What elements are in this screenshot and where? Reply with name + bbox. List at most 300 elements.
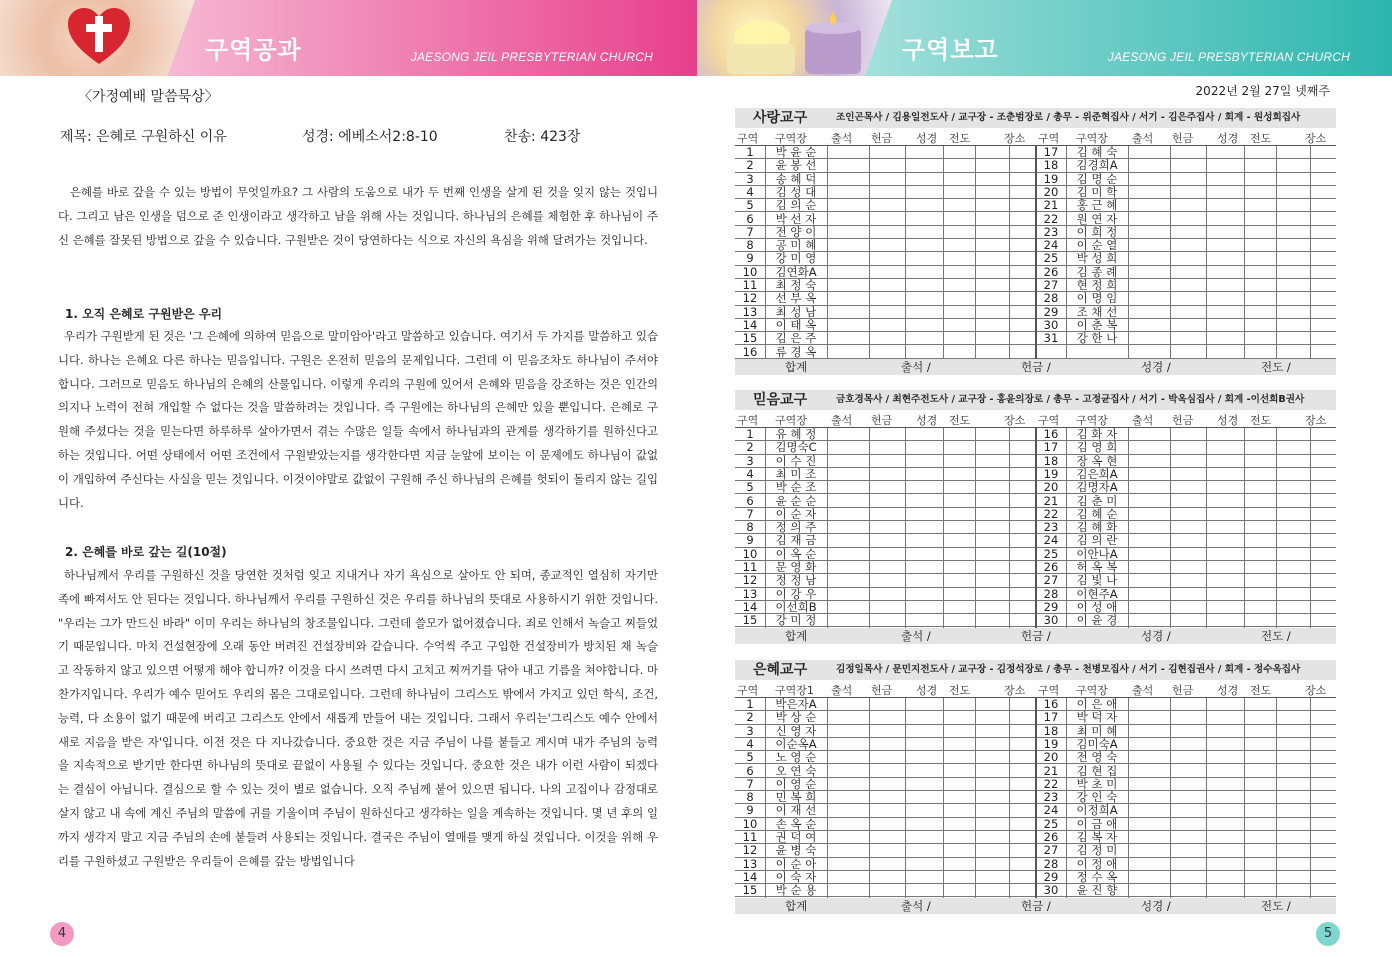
grid-line (1066, 428, 1067, 628)
leader-name: 박 순 용 (775, 883, 817, 898)
leader-name: 박 선 자 (775, 211, 817, 226)
total-evangelism: 전도 / (1261, 359, 1291, 374)
district-number: 30 (1043, 613, 1059, 628)
leader-name: 정 수 옥 (1076, 869, 1118, 884)
grid-line (765, 698, 766, 898)
leader-name: 박 초 미 (1076, 776, 1118, 791)
district-number: 2 (746, 158, 754, 173)
district-number: 1 (746, 427, 754, 441)
district-number: 4 (746, 466, 754, 481)
district-number: 23 (1043, 790, 1059, 805)
leader-name: 정 정 남 (775, 573, 817, 588)
column-header: 구역장 (1076, 132, 1108, 145)
leader-name: 박 윤 순 (775, 145, 817, 159)
district-number: 14 (742, 869, 758, 884)
district-number: 13 (742, 856, 758, 871)
district-number: 1 (746, 697, 754, 711)
totals-row (735, 898, 1336, 914)
district-number: 9 (746, 803, 754, 818)
column-header: 장소 (1305, 132, 1327, 145)
totals-row (735, 359, 1336, 375)
leader-name: 홍 근 혜 (1076, 198, 1118, 213)
column-header: 출석 (831, 414, 853, 427)
grid-line (1276, 428, 1277, 628)
column-header: 성경 (1217, 132, 1239, 145)
column-header: 장소 (1004, 414, 1026, 427)
leader-name: 현 정 희 (1076, 278, 1118, 292)
district-number: 28 (1043, 856, 1059, 871)
district-number: 28 (1043, 586, 1059, 601)
district-number: 7 (746, 224, 754, 239)
district-number: 2 (746, 710, 754, 725)
total-attendance: 출석 / (901, 898, 931, 913)
column-header: 출석 (831, 684, 853, 697)
leader-name: 박 덕 자 (1076, 710, 1118, 725)
grid-line (1009, 146, 1010, 359)
leader-name: 김경희A (1076, 158, 1118, 173)
grid-line (1206, 146, 1207, 359)
left-header (0, 0, 697, 76)
district-number: 20 (1043, 480, 1059, 495)
leader-name: 이순옥A (775, 736, 817, 751)
district-number: 5 (746, 480, 754, 495)
leader-name: 이 옥 순 (775, 546, 817, 561)
leader-name: 김 화 자 (1076, 427, 1118, 441)
leader-name: 강 미 영 (775, 251, 817, 266)
leader-name: 강 인 숙 (1076, 790, 1118, 805)
district-number: 17 (1043, 710, 1059, 725)
grid-line (943, 146, 944, 359)
column-header: 전도 (1250, 132, 1272, 145)
total-offering: 헌금 / (1021, 628, 1051, 643)
district-number: 19 (1043, 171, 1059, 186)
district-number: 22 (1043, 211, 1059, 226)
leader-name: 신 영 자 (775, 723, 817, 738)
column-header: 성경 (916, 684, 938, 697)
grid-line (1206, 698, 1207, 898)
grid-line (1206, 428, 1207, 628)
leader-name: 이 영 순 (775, 776, 817, 791)
grid-line (1066, 698, 1067, 898)
district-number: 8 (746, 238, 754, 253)
grid-line (827, 698, 828, 898)
page-number-left: 4 (50, 922, 74, 946)
column-header: 구역장 (1076, 414, 1108, 427)
district-number: 26 (1043, 830, 1059, 844)
leader-name: 문 영 화 (775, 560, 817, 574)
column-header: 출석 (1132, 132, 1154, 145)
district-number: 27 (1043, 573, 1059, 588)
column-header: 성경 (916, 132, 938, 145)
district-number: 6 (746, 763, 754, 778)
grid-line (827, 428, 828, 628)
leader-name: 이 정 애 (1076, 856, 1118, 871)
district-number: 28 (1043, 291, 1059, 306)
district-number: 4 (746, 184, 754, 199)
district-number: 14 (742, 599, 758, 614)
column-header: 성경 (916, 414, 938, 427)
leader-name: 손 옥 순 (775, 816, 817, 831)
district-number: 20 (1043, 184, 1059, 199)
leader-name: 최 성 남 (775, 304, 817, 319)
district-number: 25 (1043, 546, 1059, 561)
total-evangelism: 전도 / (1261, 898, 1291, 913)
grid-line (1009, 428, 1010, 628)
district-number: 3 (746, 723, 754, 738)
leader-name: 김 성 대 (775, 184, 817, 199)
district-staff: 조인곤목사 / 김용일전도사 / 교구장 - 조춘범장로 / 총무 - 위준혁집사 / 서기 - 김은주집사 / 회계 - 원성희집사 (836, 112, 1301, 123)
district-1 (735, 108, 1336, 376)
leader-name: 박 순 조 (775, 480, 817, 495)
district-number: 10 (742, 816, 758, 831)
total-bible: 성경 / (1141, 628, 1171, 643)
column-header: 구역장1 (775, 684, 814, 697)
candles-photo (697, 0, 892, 76)
district-number: 21 (1043, 763, 1059, 778)
grid-line (1128, 698, 1129, 898)
leader-name: 정 의 주 (775, 520, 817, 535)
column-header: 헌금 (871, 414, 893, 427)
district-number: 19 (1043, 736, 1059, 751)
district-number: 15 (742, 613, 758, 628)
district-number: 25 (1043, 251, 1059, 266)
grid-line (943, 428, 944, 628)
column-header: 구역 (737, 684, 759, 697)
report-date: 2022년 2월 27일 넷째주 (1195, 84, 1330, 98)
leader-name: 김 춘 미 (1076, 493, 1118, 508)
total-attendance: 출석 / (901, 359, 931, 374)
leader-name: 이 성 애 (1076, 599, 1118, 614)
column-header: 전도 (949, 414, 971, 427)
column-header: 출석 (1132, 414, 1154, 427)
district-number: 3 (746, 453, 754, 468)
grid-line (827, 146, 828, 359)
leader-name: 이 금 애 (1076, 816, 1118, 831)
leader-name: 전 양 이 (775, 224, 817, 239)
totals-row (735, 628, 1336, 644)
district-table (735, 427, 1336, 627)
leader-name: 이 춘 복 (1076, 317, 1118, 332)
grid-line (869, 698, 870, 898)
left-header-title: 구역공과 (205, 36, 302, 64)
district-number: 26 (1043, 264, 1059, 279)
lesson-title: 제목: 은혜로 구원하신 이유 (60, 129, 227, 145)
leader-name: 이 윤 경 (1076, 613, 1118, 628)
district-number: 4 (746, 736, 754, 751)
total-evangelism: 전도 / (1261, 628, 1291, 643)
district-table (735, 145, 1336, 358)
leader-name: 이 강 우 (775, 586, 817, 601)
total-attendance: 출석 / (901, 628, 931, 643)
leader-name: 박 상 순 (775, 710, 817, 725)
column-header: 장소 (1004, 684, 1026, 697)
grid-line (869, 428, 870, 628)
leader-name: 조 채 선 (1076, 304, 1118, 319)
total-bible: 성경 / (1141, 898, 1171, 913)
district-number: 19 (1043, 466, 1059, 481)
leader-name: 김 혜 순 (1076, 506, 1118, 521)
leader-name: 윤 병 숙 (775, 843, 817, 858)
district-number: 18 (1043, 723, 1059, 738)
district-number: 5 (746, 198, 754, 213)
column-header: 장소 (1305, 414, 1327, 427)
district-number: 2 (746, 440, 754, 455)
heart-cross-icon (66, 6, 132, 68)
column-header: 구역장 (1076, 684, 1108, 697)
grid-line (1170, 698, 1171, 898)
leader-name: 권 덕 여 (775, 830, 817, 844)
leader-name: 원 연 자 (1076, 211, 1118, 226)
leader-name: 이 숙 자 (775, 869, 817, 884)
grid-line (1170, 428, 1171, 628)
leader-name: 김명숙C (775, 440, 817, 455)
total-label: 합계 (785, 898, 808, 913)
district-number: 27 (1043, 843, 1059, 858)
district-number: 8 (746, 790, 754, 805)
district-number: 24 (1043, 238, 1059, 253)
district-header (735, 390, 1336, 410)
column-header: 헌금 (871, 684, 893, 697)
district-2 (735, 390, 1336, 645)
district-number: 11 (742, 560, 758, 574)
district-number: 8 (746, 520, 754, 535)
right-header-church: JAESONG JEIL PRESBYTERIAN CHURCH (1107, 50, 1350, 64)
grid-line (1244, 146, 1245, 359)
leader-name: 민 복 희 (775, 790, 817, 805)
district-number: 7 (746, 506, 754, 521)
leader-name: 노 영 순 (775, 750, 817, 765)
leader-name: 김 의 란 (1076, 533, 1118, 548)
district-name: 믿음교구 (753, 392, 808, 408)
district-number: 15 (742, 883, 758, 898)
leader-name: 김연화A (775, 264, 817, 279)
column-header: 구역장 (775, 132, 807, 145)
district-number: 16 (1043, 427, 1059, 441)
page-number-right: 5 (1316, 922, 1340, 946)
column-header: 출석 (1132, 684, 1154, 697)
grid-line (1276, 146, 1277, 359)
candle-icon (717, 8, 867, 74)
total-bible: 성경 / (1141, 359, 1171, 374)
column-header: 전도 (949, 132, 971, 145)
leader-name: 김 복 자 (1076, 830, 1118, 844)
total-offering: 헌금 / (1021, 359, 1051, 374)
district-number: 7 (746, 776, 754, 791)
column-header: 헌금 (1172, 132, 1194, 145)
grid-line (1009, 698, 1010, 898)
leader-name: 김 혜 화 (1076, 520, 1118, 535)
column-header: 구역 (1038, 684, 1060, 697)
lesson-scripture: 성경: 에베소서2:8-10 (302, 129, 438, 145)
district-number: 24 (1043, 803, 1059, 818)
grid-line (1310, 146, 1311, 359)
district-number: 23 (1043, 224, 1059, 239)
column-header: 구역장 (775, 414, 807, 427)
district-number: 22 (1043, 776, 1059, 791)
leader-name: 최 정 숙 (775, 278, 817, 292)
total-offering: 헌금 / (1021, 898, 1051, 913)
lesson-hymn: 찬송: 423장 (504, 129, 581, 145)
district-number: 26 (1043, 560, 1059, 574)
column-header: 헌금 (1172, 414, 1194, 427)
column-header: 구역 (737, 132, 759, 145)
grid-divider (1035, 698, 1037, 898)
section2-paragraph: 하나님께서 우리를 구원하신 것을 당연한 것처럼 잊고 지내거나 자기 욕심으로 살아도 안 되며, 종교적인 열심히 자기만족에 빠져서도 안 된다는 것입니다. 하나님께서 우리를 구원하신 것은 우리를 하나님의 뜻대로 사용하시기 위한 것입니다. "우리는 그가 만드신 바라" 이미 우리는 하나님의 창조물입니다. 그런데 쓸모가 없어졌습니다. 죄로 인해서 녹슬고 찌들었기 때문입니다. 마치 건설현장에 오래 동안 버려진 건설장비와 같습니다. 수억씩 주고 구입한 건설장비가 방치된 채 녹슬고 작동하지 않고 있으면 어떻게 해야 합니까? 이것을 다시 쓰려면 다시 고치고 찌꺼기를 닦아 내고 기름을 쳐야합니다. 마찬가지입니다. 우리가 예수 믿어도 우리의 몸은 그대로입니다. 그런데 하나님이 그리스도 밖에서 가지고 있던 학식, 조건, 능력, 다 소용이 없기 때문에 버리고 그리스도 안에서 새롭게 만들어 내는 것입니다. 그래서 우리는'그리스도 예수 안에서 새로 지음을 받은 자'입니다. 이전 것은 다 지나갔습니다. 중요한 것은 지금 주님이 나를 붙들고 계시며 내가 주님의 능력을 지속적으로 받기만 한다면 하나님의 뜻대로 끝없이 사용될 수 있다는 것입니다. 중요한 것은 내가 이런 사람이 되겠다는 결심이 아닙니다. 결심으로 할 수 있는 것이 별로 없습니다. 오직 주님께 붙어 있으면 됩니다. 나의 고집이나 감정대로 살지 않고 내 속에 계신 주님의 말씀에 귀를 기울이며 주님이 원하신다고 생각하는 일을 계속하는 것입니다. 몇 년 후의 일까지 생각지 말고 지금 주님의 손에 붙들려 사용되는 것입니다. 결국은 주님이 열매를 맺게 하실 것입니다. 이것을 위해 우리를 구원하셨고 구원받은 우리들이 은혜를 갚는 방법입니다 (58, 568, 658, 868)
district-staff: 금호경목사 / 최현주전도사 / 교구장 - 홍윤의장로 / 총무 - 고정균집사 / 서기 - 박옥심집사 / 회계 -이선희B권사 (836, 394, 1305, 405)
leader-name: 김은희A (1076, 466, 1118, 481)
grid-divider (1035, 428, 1037, 628)
leader-name: 이 재 선 (775, 803, 817, 818)
leader-name: 김명자A (1076, 480, 1118, 495)
leader-name: 김 정 미 (1076, 843, 1118, 858)
district-number: 31 (1043, 331, 1059, 346)
leader-name: 유 혜 정 (775, 427, 817, 441)
leader-name: 이 순 아 (775, 856, 817, 871)
district-number: 9 (746, 533, 754, 548)
leader-name: 이 태 옥 (775, 317, 817, 332)
district-number: 17 (1043, 440, 1059, 455)
leader-name: 이 은 애 (1076, 697, 1118, 711)
grid-line (905, 428, 906, 628)
district-number: 1 (746, 145, 754, 159)
devotion-label: 〈가정예배 말씀묵상〉 (78, 89, 219, 105)
district-number: 17 (1043, 145, 1059, 159)
column-header: 성경 (1217, 414, 1239, 427)
grid-line (1310, 428, 1311, 628)
grid-line (869, 146, 870, 359)
leader-name: 공 미 혜 (775, 238, 817, 253)
district-number: 5 (746, 750, 754, 765)
grid-line (1310, 698, 1311, 898)
grid-line (975, 698, 976, 898)
leader-name: 강 한 나 (1076, 331, 1118, 346)
grid-line (1244, 428, 1245, 628)
district-number: 12 (742, 291, 758, 306)
column-header: 전도 (1250, 684, 1272, 697)
grid-line (765, 146, 766, 359)
district-staff: 김정일목사 / 문민지전도사 / 교구장 - 김정석장로 / 총무 - 천병모집사 / 서기 - 김현집권사 / 회계 - 정수옥집사 (836, 664, 1301, 675)
district-number: 12 (742, 573, 758, 588)
grid-line (1170, 146, 1171, 359)
grid-divider (1035, 146, 1037, 359)
district-header (735, 108, 1336, 128)
leader-name: 김 재 금 (775, 533, 817, 548)
district-number: 21 (1043, 493, 1059, 508)
column-header: 장소 (1004, 132, 1026, 145)
district-number: 20 (1043, 750, 1059, 765)
column-header: 헌금 (1172, 684, 1194, 697)
district-number: 11 (742, 830, 758, 844)
grid-line (765, 428, 766, 628)
district-number: 29 (1043, 599, 1059, 614)
district-number: 16 (1043, 697, 1059, 711)
leader-name: 김 혜 숙 (1076, 145, 1118, 159)
leader-name: 이 순 자 (775, 506, 817, 521)
district-number: 6 (746, 211, 754, 226)
lesson-page (0, 76, 697, 957)
leader-name: 류 경 옥 (775, 344, 817, 359)
leader-name: 송 혜 덕 (775, 171, 817, 186)
section1-paragraph: 우리가 구원받게 된 것은 '그 은혜에 의하여 믿음으로 말미암아'라고 말씀하고 있습니다. 여기서 두 가지를 말씀하고 있습니다. 하나는 은혜요 다른 하나는 믿음입니다. 구원은 온전히 믿음의 문제입니다. 그런데 이 믿음조차도 하나님이 주셔야 합니다. 그러므로 믿음도 하나님의 은혜의 산물입니다. 이렇게 우리의 구원에 있어서 은혜와 믿음을 강조하는 것은 인간의 의지나 노력이 전혀 개입할 수 없다는 것을 말씀하려는 것입니다. 즉 구원에는 하나님의 은혜만 있을 뿐입니다. 은혜로 구원해 주셨다는 것을 믿는다면 하루하루 살아가면서 겪는 수많은 일들 속에서 하나님과의 관계를 생각하기를 원하신다고 하는 것입니다. 어떤 상태에서 어떤 조건에서 구원받았는지를 생각한다면 지금 눈앞에 보이는 이 문제에도 하나님이 값없이 개입하여 주신다는 사실을 믿는 것입니다. 이것이야말로 값없이 구원해 주신 하나님의 은혜를 헛되이 돌리지 않는 길입니다. (58, 329, 658, 510)
leader-name: 박은자A (775, 697, 817, 711)
district-number: 25 (1043, 816, 1059, 831)
column-header: 구역 (1038, 414, 1060, 427)
right-header-title: 구역보고 (902, 36, 999, 64)
grid-line (943, 698, 944, 898)
total-label: 합계 (785, 628, 808, 643)
leader-name: 강 미 정 (775, 613, 817, 628)
grid-line (1276, 698, 1277, 898)
district-number: 23 (1043, 520, 1059, 535)
leader-name: 김 미 학 (1076, 184, 1118, 199)
district-number: 16 (742, 344, 758, 359)
leader-name: 선 부 옥 (775, 291, 817, 306)
district-number: 14 (742, 317, 758, 332)
leader-name: 이정희A (1076, 803, 1118, 818)
district-number: 29 (1043, 869, 1059, 884)
leader-name: 박 성 희 (1076, 251, 1118, 266)
section2-heading: 2. 은혜를 바로 갚는 길(10절) (65, 545, 227, 559)
district-number: 15 (742, 331, 758, 346)
district-number: 10 (742, 264, 758, 279)
leader-name: 윤 봉 선 (775, 158, 817, 173)
district-3 (735, 660, 1336, 915)
leader-name: 김 의 순 (775, 198, 817, 213)
leader-name: 오 연 숙 (775, 763, 817, 778)
grid-line (1244, 698, 1245, 898)
leader-name: 윤 진 향 (1076, 883, 1118, 898)
district-name: 사랑교구 (753, 110, 808, 126)
column-header: 헌금 (871, 132, 893, 145)
leader-name: 이현주A (1076, 586, 1118, 601)
district-number: 30 (1043, 883, 1059, 898)
leader-name: 김 빛 나 (1076, 573, 1118, 588)
column-header: 전도 (949, 684, 971, 697)
column-header: 구역 (737, 414, 759, 427)
grid-line (905, 146, 906, 359)
leader-name: 이 수 진 (775, 453, 817, 468)
district-header (735, 660, 1336, 680)
column-header: 성경 (1217, 684, 1239, 697)
intro-paragraph: 은혜를 바로 갚을 수 있는 방법이 무엇일까요? 그 사람의 도움으로 내가 두 번째 인생을 살게 된 것을 잊지 않는 것입니다. 그리고 남은 인생을 덤으로 준 인생이라고 생각하고 남을 위해 사는 것입니다. 하나님의 은혜를 체험한 후 하나님이 주신 은혜를 잘못된 방법으로 갚을 수 있습니다. 구원받은 것이 당연하다는 식으로 자신의 욕심을 위해 달려가는 것입니다. (58, 185, 658, 247)
column-header: 출석 (831, 132, 853, 145)
grid-line (1128, 428, 1129, 628)
leader-name: 이안나A (1076, 546, 1118, 561)
grid-line (905, 698, 906, 898)
district-number: 11 (742, 278, 758, 292)
leader-name: 이선희B (775, 599, 817, 614)
district-number: 6 (746, 493, 754, 508)
district-name: 은혜교구 (753, 662, 808, 678)
district-number: 10 (742, 546, 758, 561)
district-number: 22 (1043, 506, 1059, 521)
hands-heart-photo (0, 0, 195, 76)
district-number: 13 (742, 586, 758, 601)
column-header: 구역 (1038, 132, 1060, 145)
district-number: 18 (1043, 453, 1059, 468)
total-label: 합계 (785, 359, 808, 374)
grid-line (975, 428, 976, 628)
district-number: 21 (1043, 198, 1059, 213)
leader-name: 장 옥 현 (1076, 453, 1118, 468)
left-header-church: JAESONG JEIL PRESBYTERIAN CHURCH (410, 50, 653, 64)
district-number: 29 (1043, 304, 1059, 319)
leader-name: 이 희 정 (1076, 224, 1118, 239)
column-header: 장소 (1305, 684, 1327, 697)
section1-heading: 1. 오직 은혜로 구원받은 우리 (65, 307, 223, 321)
leader-name: 김미숙A (1076, 736, 1118, 751)
leader-name: 최 미 조 (775, 466, 817, 481)
